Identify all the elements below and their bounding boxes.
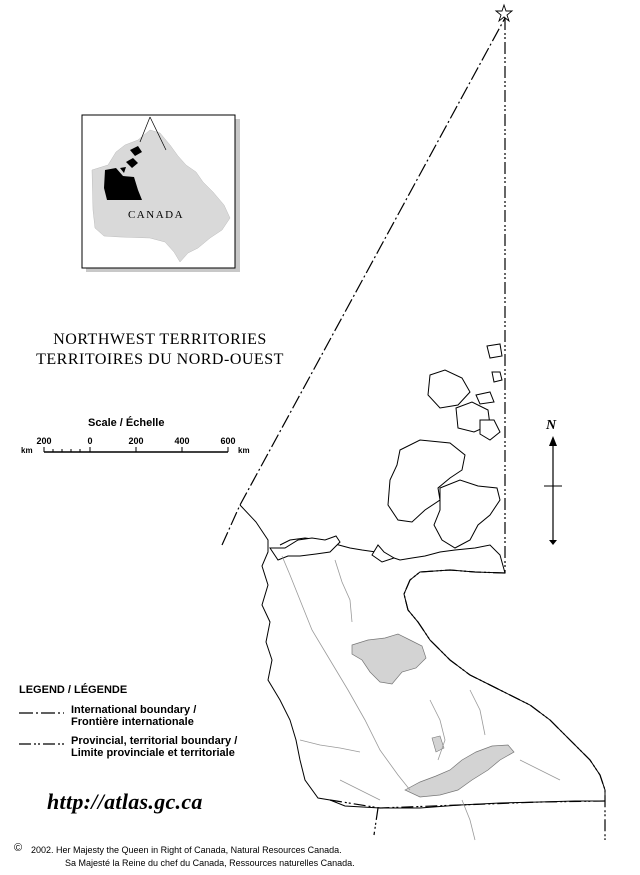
river	[462, 800, 475, 840]
scale-unit-right: km	[238, 446, 250, 455]
river	[470, 690, 485, 735]
legend-heading: LEGEND / LÉGENDE	[19, 684, 128, 696]
legend-item-label-en: Provincial, territorial boundary /	[71, 735, 238, 747]
island	[492, 372, 502, 382]
north-arrow-label: N	[546, 418, 557, 433]
river	[335, 560, 352, 622]
great-bear-lake	[352, 634, 426, 684]
inset-map	[82, 115, 240, 272]
river	[300, 740, 360, 752]
territorial-boundary	[404, 18, 605, 840]
inset-canada-label: CANADA	[127, 209, 185, 221]
map-title-en: NORTHWEST TERRITORIES	[53, 331, 267, 348]
copyright-icon: ©	[14, 842, 23, 854]
coastline-detail	[372, 545, 394, 562]
copyright-text-fr: Sa Majesté la Reine du chef du Canada, Ressources naturelles Canada.	[65, 858, 355, 868]
legend-item-label-fr: Limite provinciale et territoriale	[71, 747, 235, 759]
atlas-url-link[interactable]: http://atlas.gc.ca	[47, 789, 203, 814]
scale-tick-label: 200	[128, 436, 144, 446]
island	[428, 370, 470, 408]
north-arrow	[544, 436, 562, 545]
legend-item-territorial	[71, 735, 237, 759]
rivers	[282, 556, 560, 840]
boundary-segment	[374, 808, 378, 835]
scale-tick-label: 600	[220, 436, 236, 446]
island	[487, 344, 502, 358]
map-title-fr: TERRITOIRES DU NORD-OUEST	[36, 351, 284, 368]
scale-tick-label: 400	[174, 436, 190, 446]
copyright-text-en: 2002. Her Majesty the Queen in Right of Canada, Natural Resources Canada.	[31, 845, 342, 855]
legend-item-label-en: International boundary /	[71, 704, 197, 716]
scale-bar	[44, 447, 228, 452]
great-slave-lake	[405, 745, 514, 797]
legend-item-international	[71, 704, 196, 728]
river	[340, 780, 380, 800]
scale-tick-label: 0	[87, 436, 93, 446]
banks-island-part	[434, 480, 500, 548]
scale-unit-left: km	[21, 446, 33, 455]
scale-title: Scale / Échelle	[88, 417, 165, 429]
coastline-detail	[270, 536, 340, 560]
scale-tick-label: 200	[36, 436, 52, 446]
arctic-islands	[388, 344, 502, 548]
island	[480, 420, 500, 440]
legend-item-label-fr: Frontière internationale	[71, 716, 194, 728]
river	[520, 760, 560, 780]
island	[476, 392, 494, 404]
lake	[432, 736, 444, 752]
